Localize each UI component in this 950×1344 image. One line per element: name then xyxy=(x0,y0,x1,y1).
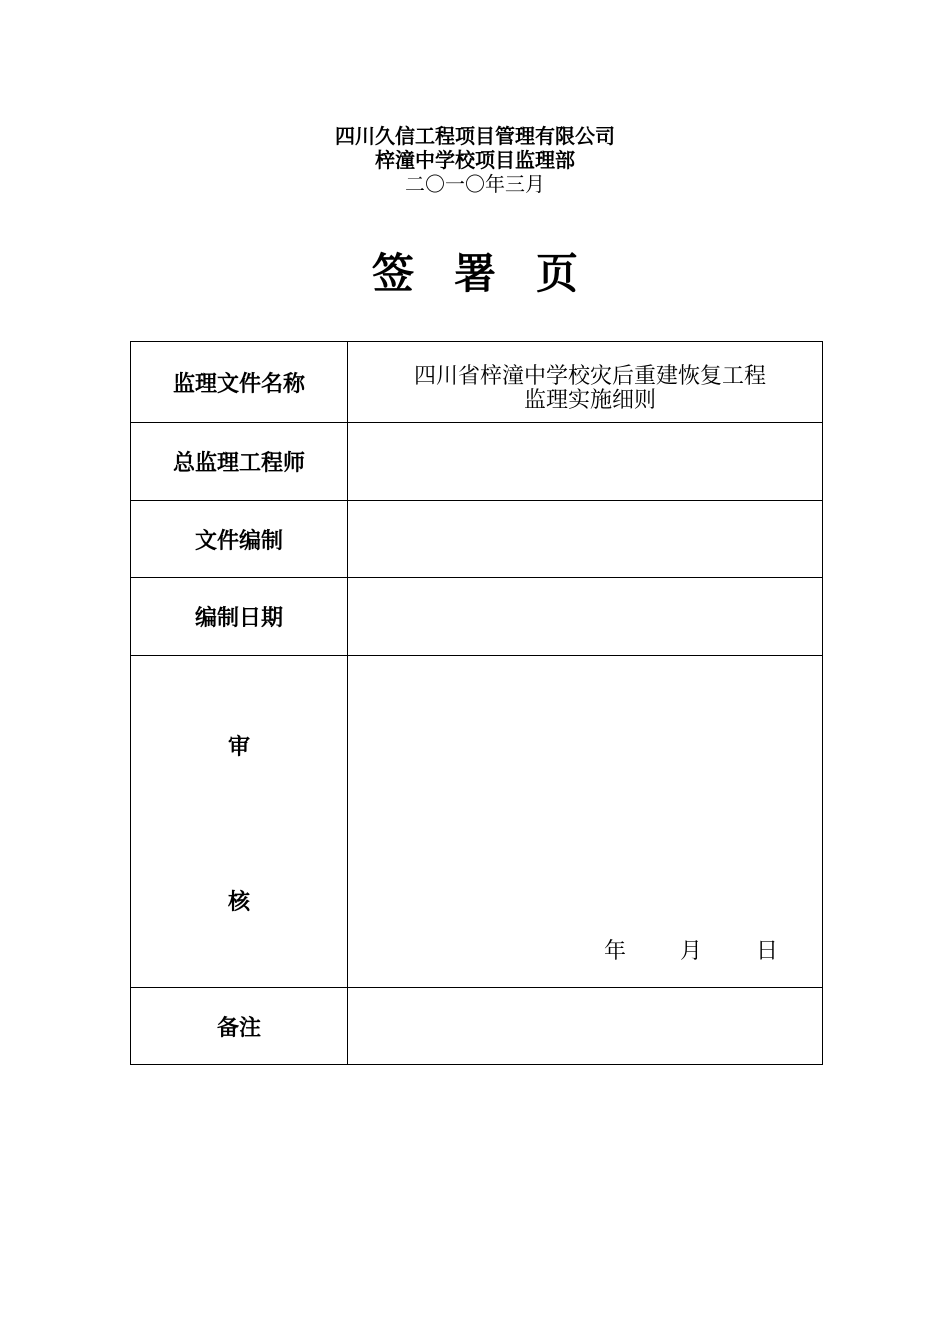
value-remarks xyxy=(348,988,823,1065)
review-char-he: 核 xyxy=(227,890,250,915)
value-document-name xyxy=(348,342,823,423)
company-name: 四川久信工程项目管理有限公司 xyxy=(335,124,615,148)
document-date: 二〇一〇年三月 xyxy=(405,172,545,196)
review-date-placeholder xyxy=(604,934,778,965)
label-review xyxy=(131,656,348,988)
table-row xyxy=(131,656,823,988)
value-document-preparation xyxy=(348,501,823,578)
label-chief-engineer: 总监理工程师 xyxy=(131,423,348,501)
date-year-label: 年 xyxy=(603,939,626,964)
document-header xyxy=(0,124,950,196)
date-day-label: 日 xyxy=(755,939,778,964)
review-char-shen: 审 xyxy=(227,735,250,760)
table-row xyxy=(131,578,823,656)
label-remarks: 备注 xyxy=(131,988,348,1065)
table-row xyxy=(131,342,823,423)
label-preparation-date: 编制日期 xyxy=(131,578,348,656)
value-preparation-date xyxy=(348,578,823,656)
table-row xyxy=(131,501,823,578)
label-document-preparation: 文件编制 xyxy=(131,501,348,578)
document-name-line-2: 监理实施细则 xyxy=(523,388,656,413)
value-chief-engineer xyxy=(348,423,823,501)
department-name: 梓潼中学校项目监理部 xyxy=(375,148,575,172)
document-name-line-1: 四川省梓潼中学校灾后重建恢复工程 xyxy=(413,364,766,389)
date-month-label: 月 xyxy=(679,939,702,964)
table-row xyxy=(131,988,823,1065)
label-document-name: 监理文件名称 xyxy=(131,342,348,423)
signature-table xyxy=(130,341,823,1065)
value-review xyxy=(348,656,823,988)
page-title: 签署页 xyxy=(371,249,618,298)
table-row xyxy=(131,423,823,501)
